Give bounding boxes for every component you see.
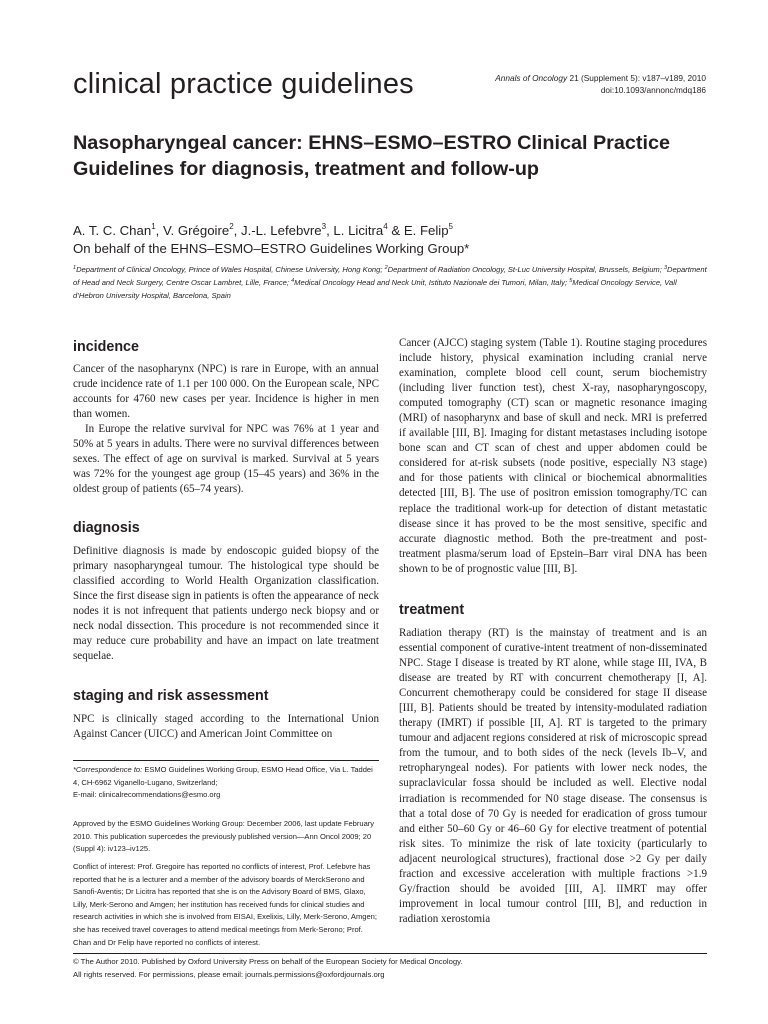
author: L. Licitra xyxy=(333,223,384,238)
author-separator: & xyxy=(387,223,404,238)
affiliations xyxy=(73,264,707,302)
correspondence-email[interactable]: E-mail: clinicalrecommendations@esmo.org xyxy=(73,790,221,799)
doi[interactable]: doi:10.1093/annonc/mdq186 xyxy=(600,85,706,95)
affil-mark: 4 xyxy=(291,277,295,284)
journal-name: Annals of Oncology xyxy=(495,73,568,83)
author: A. T. C. Chan xyxy=(73,223,152,238)
diagnosis-heading: diagnosis xyxy=(73,520,140,536)
author-separator: , xyxy=(233,223,241,238)
citation-details: 21 (Supplement 5): v187–v189, 2010 xyxy=(567,73,706,83)
staging-heading: staging and risk assessment xyxy=(73,688,269,704)
affil-mark: 2 xyxy=(384,265,388,271)
incidence-paragraph-2: In Europe the relative survival for NPC was 76% at 1 year and 50% at 5 years in adults. There were no survival differences between sexes. The effect of age on survival is marked. Survival at 5 years was 72% for the youngest age group (15–45 years) and 36% in the oldest group of patients (65–74 years). xyxy=(73,423,379,496)
staging-paragraph-continued: Cancer (AJCC) staging system (Table 1). Routine staging procedures include history, physical examination including cranial nerve examination, complete blood cell count, serum biochemistry (including liver function test), chest X-ray, nasopharyngoscopy, computed tomography (CT) scan or magnetic resonance imaging (MRI) of nasopharynx and base of skull and neck. MRI is preferred if available [III, B]. Imaging for distant metastases including isotope bone scan and CT scan of chest and upper abdomen could be considered for at-risk subsets (node positive, especially N3 stage) and for those patients with clinical or biochemical abnormalities detected [III, B]. The use of positron emission tomography/TC can replace the traditional work-up for detection of distant metastatic disease since it has proved to be the most sensitive, specific and accurate diagnostic method. Both the pre-treatment and post-treatment plasma/serum load of Epstein–Barr viral DNA has been shown to be of prognostic value [III, B]. xyxy=(399,337,707,575)
article-title: Nasopharyngeal cancer: EHNS–ESMO–ESTRO Clinical Practice Guidelines for diagnosis, treatment and follow-up xyxy=(73,132,670,180)
incidence-heading: incidence xyxy=(73,339,139,355)
treatment-heading: treatment xyxy=(399,602,465,618)
author-affil-mark: 1 xyxy=(151,222,156,231)
copyright-divider xyxy=(73,953,707,954)
affiliation: Department of Clinical Oncology, Prince of Wales Hospital, Chinese University, Hong Kong; xyxy=(76,265,385,274)
affiliation: Medical Oncology Service, Vall d’Hebron University Hospital, Barcelona, Spain xyxy=(73,277,677,300)
author-affil-mark: 3 xyxy=(321,222,327,231)
citation xyxy=(495,72,706,96)
author-list xyxy=(73,222,713,239)
affil-mark: 1 xyxy=(73,265,77,271)
on-behalf-line: On behalf of the EHNS–ESMO–ESTRO Guidelines Working Group* xyxy=(73,241,470,256)
author: E. Felip xyxy=(403,223,449,238)
author-affil-mark: 5 xyxy=(448,222,453,231)
author: J.-L. Lefebvre xyxy=(240,223,322,238)
footnote-divider xyxy=(73,760,379,761)
copyright-notice xyxy=(73,956,707,981)
approval-note: Approved by the ESMO Guidelines Working Group: December 2006, last update February 2010. This publication supercedes the previously published version—Ann Oncol 2009; 20 (Suppl 4): iv123–iv125. xyxy=(73,819,375,854)
journal-section-label: clinical practice guidelines xyxy=(73,68,414,100)
author: V. Grégoire xyxy=(162,223,230,238)
affil-mark: 3 xyxy=(663,265,668,271)
affiliation: Department of Head and Neck Surgery, Centre Oscar Lambret, Lille, France; xyxy=(73,265,707,287)
affiliation: Medical Oncology Head and Neck Unit, Istituto Nazionale dei Tumori, Milan, Italy; xyxy=(294,277,570,287)
author-affil-mark: 2 xyxy=(229,222,234,231)
correspondence-text: ESMO Guidelines Working Group, ESMO Head Office, Via L. Taddei 4, CH-6962 Viganello-Lugano, Switzerland; xyxy=(73,765,373,787)
affil-mark: 5 xyxy=(569,277,573,284)
author-separator: , xyxy=(326,223,334,238)
correspondence-note xyxy=(73,764,379,789)
incidence-paragraph-1: Cancer of the nasopharynx (NPC) is rare in Europe, with an annual crude incidence rate of 1.1 per 100 000. On the European scale, NPC accounts for 4760 new cases per year. Incidence is higher in men than women. xyxy=(73,363,379,421)
affiliation: Department of Radiation Oncology, St-Luc University Hospital, Brussels, Belgium; xyxy=(387,265,664,274)
treatment-paragraph: Radiation therapy (RT) is the mainstay of treatment and is an essential component of curative-intent treatment of non-disseminated NPC. Stage I disease is treated by RT alone, while stage III, IVA, B disease are treated by RT with concurrent chemotherapy [I, A]. Concurrent chemotherapy could be considered for stage II disease [III, B]. Patients should be treated by intensity-modulated radiation therapy (IMRT) if possible [II, A]. RT is targeted to the primary tumour and adjacent regions considered at risk of microscopic spread from the tumour, and to both sides of the neck (levels Ib–V, and retropharyngeal nodes). For patients with lower neck nodes, the supraclavicular fossa should be included as well. Elective nodal irradiation is recommended for N0 stage disease. The consensus is that a total dose of 70 Gy is needed for eradication of gross tumour and either 50–60 Gy or 46–60 Gy for elective treatment of potential risk sites. To minimize the risk of late toxicity (particularly to adjacent neurological structures), fractional dose >2 Gy per daily fraction and excessive acceleration with multiple fractions >1.9 Gy/fraction should be avoided [III, A]. IIMRT may offer improvement in local tumour control [III, B], and reduction in radiation xerostomia xyxy=(399,627,707,925)
staging-paragraph-start: NPC is clinically staged according to the International Union Against Cancer (UICC) and American Joint Committee on xyxy=(73,713,379,741)
author-separator: , xyxy=(155,223,163,238)
diagnosis-paragraph: Definitive diagnosis is made by endoscopic guided biopsy of the primary nasopharyngeal tumour. The histological type should be classified according to World Health Organization classification. Since the first disease sign in patients is often the appearance of neck nodes it is not infrequent that patients undergo neck biopsy and or neck nodal dissection. This procedure is not recommended since it may reduce cure probability and have an impact on late treatment sequelae. xyxy=(73,545,379,663)
conflict-of-interest-note: Conflict of interest: Prof. Gregoire has reported no conflicts of interest, Prof. Lefebvre has reported that he is a lecturer and a member of the advisory boards of MerckSerono and Sanofi-Aventis; Dr Licitra has reported that she is on the Advisory Board of BMS, Glaxo, Lilly, Merk-Serono and Amgen; her institution has received funds for clinical studies and research activities in which she is involved from EISAI, Exelixis, Lilly, Merk-Serono, Amgen; she has received travel coverages to attend medical meetings from Merk-Serono; Prof. Chan and Dr Felip have reported no conflicts of interest. xyxy=(73,862,377,947)
correspondence-label: *Correspondence to: xyxy=(73,765,143,774)
author-affil-mark: 4 xyxy=(383,222,388,231)
copyright-line-2: All rights reserved. For permissions, please email: journals.permissions@oxfordjournals.org xyxy=(73,969,385,979)
copyright-line-1: © The Author 2010. Published by Oxford University Press on behalf of the European Society for Medical Oncology. xyxy=(73,957,463,966)
